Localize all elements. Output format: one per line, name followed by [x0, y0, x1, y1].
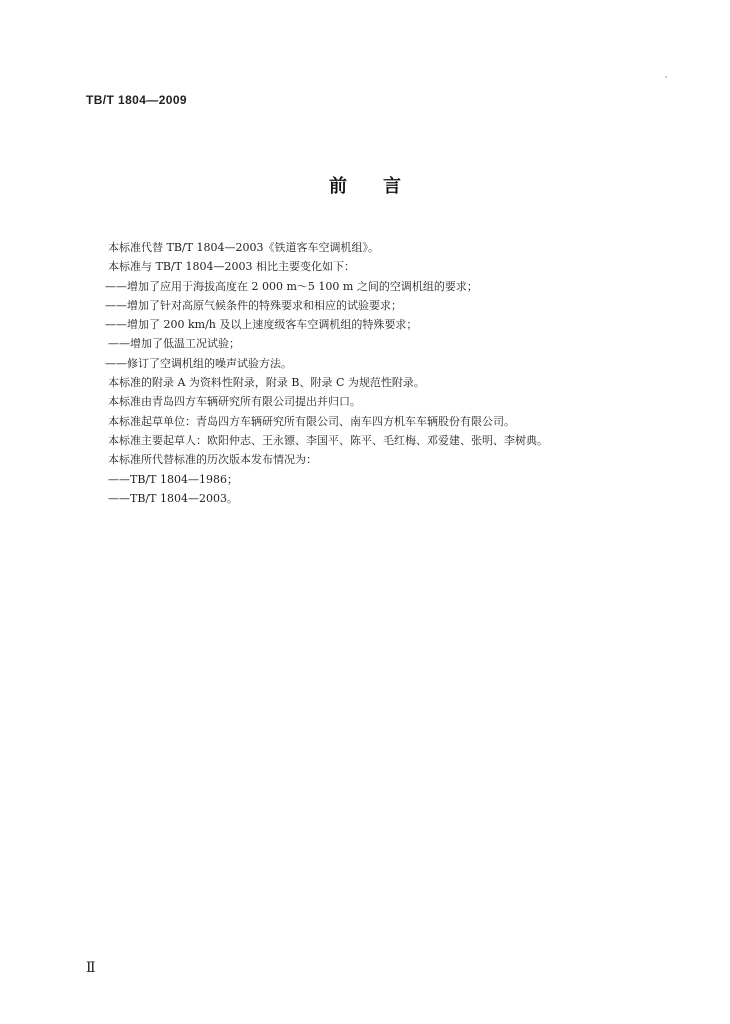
- body-line: 本标准代替 TB/T 1804—2003《铁道客车空调机组》。: [108, 241, 379, 254]
- body-line: 本标准由青岛四方车辆研究所有限公司提出并归口。: [108, 395, 361, 409]
- change-item: ——增加了 200 km/h 及以上速度级客车空调机组的特殊要求；: [105, 318, 418, 332]
- body-line: 本标准与 TB/T 1804—2003 相比主要变化如下：: [108, 260, 355, 274]
- change-item: ——增加了应用于海拔高度在 2 000 m～5 100 m 之间的空调机组的要求；: [105, 279, 478, 293]
- standard-code: TB/T 1804—2009: [86, 93, 187, 107]
- body-line: 本标准起草单位：青岛四方车辆研究所有限公司、南车四方机车车辆股份有限公司。: [108, 414, 515, 428]
- version-item: ——TB/T 1804—2003。: [108, 491, 238, 505]
- change-item: ——增加了针对高原气候条件的特殊要求和相应的试验要求；: [105, 298, 402, 312]
- body-line: 本标准的附录 A 为资料性附录，附录 B、附录 C 为规范性附录。: [108, 376, 425, 390]
- foreword-body: [0, 238, 730, 508]
- body-line: 本标准主要起草人：欧阳仲志、王永镖、李国平、陈平、毛红梅、邓爱建、张明、李树典。: [108, 433, 548, 447]
- title-char-2: 言: [383, 176, 401, 197]
- change-item: ——修订了空调机组的噪声试验方法。: [105, 356, 292, 370]
- title-char-1: 前: [329, 176, 347, 197]
- version-item: ——TB/T 1804—1986；: [108, 472, 238, 486]
- body-line: 本标准所代替标准的历次版本发布情况为：: [108, 453, 317, 467]
- change-item: ——增加了低温工况试验；: [108, 337, 240, 351]
- page-title: [0, 172, 730, 198]
- page-number: Ⅱ: [86, 961, 96, 976]
- scan-speck: [665, 76, 667, 78]
